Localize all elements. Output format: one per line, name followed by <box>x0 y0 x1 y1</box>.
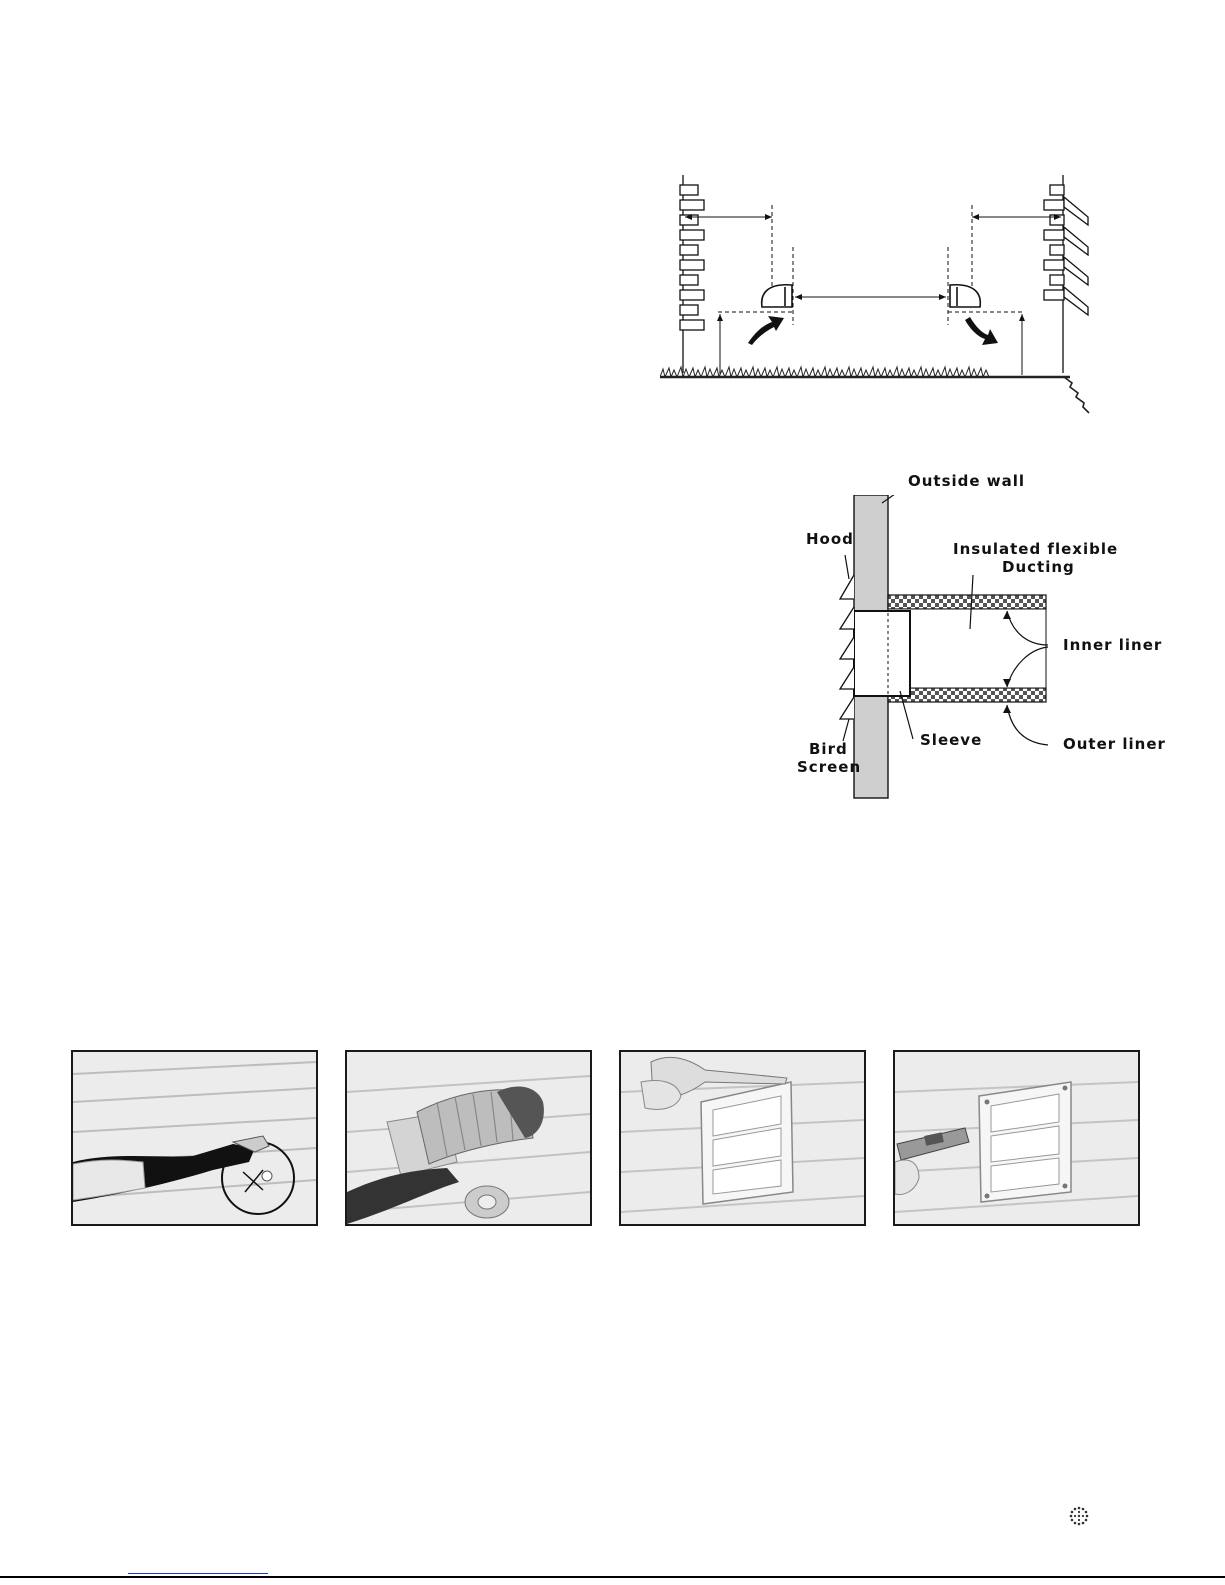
footer-rule <box>0 1576 1225 1578</box>
clearance-diagram <box>660 175 1105 415</box>
inner-liner-label: Inner liner <box>1063 636 1163 654</box>
hood-label: Hood <box>806 530 854 548</box>
inner-liner <box>888 609 1046 688</box>
bird-label: Bird <box>809 740 848 758</box>
sleeve <box>854 611 910 696</box>
footer-link-underline[interactable] <box>128 1573 268 1574</box>
brand-logo-icon <box>1069 1506 1089 1526</box>
right-siding <box>1044 185 1088 315</box>
outer-liner-top <box>888 595 1046 609</box>
left-airflow-arrow <box>748 316 784 345</box>
outer-liner-label: Outer liner <box>1063 735 1166 753</box>
left-hood <box>762 285 792 307</box>
outside-wall-label: Outside wall <box>908 472 1026 490</box>
hood-louvers <box>840 575 854 719</box>
install-step-3-image <box>619 1050 866 1226</box>
insulated-flexible-label: Insulated flexible <box>953 540 1119 558</box>
ducting-label: Ducting <box>1002 558 1075 576</box>
install-step-2-image <box>345 1050 592 1226</box>
sleeve-label: Sleeve <box>920 731 983 749</box>
right-hood <box>950 285 980 307</box>
outer-liner-bottom <box>888 688 1046 702</box>
screen-label: Screen <box>797 758 862 776</box>
install-step-4-image <box>893 1050 1140 1226</box>
ground <box>660 367 1089 413</box>
right-airflow-arrow <box>965 317 998 345</box>
install-step-1-image <box>71 1050 318 1226</box>
